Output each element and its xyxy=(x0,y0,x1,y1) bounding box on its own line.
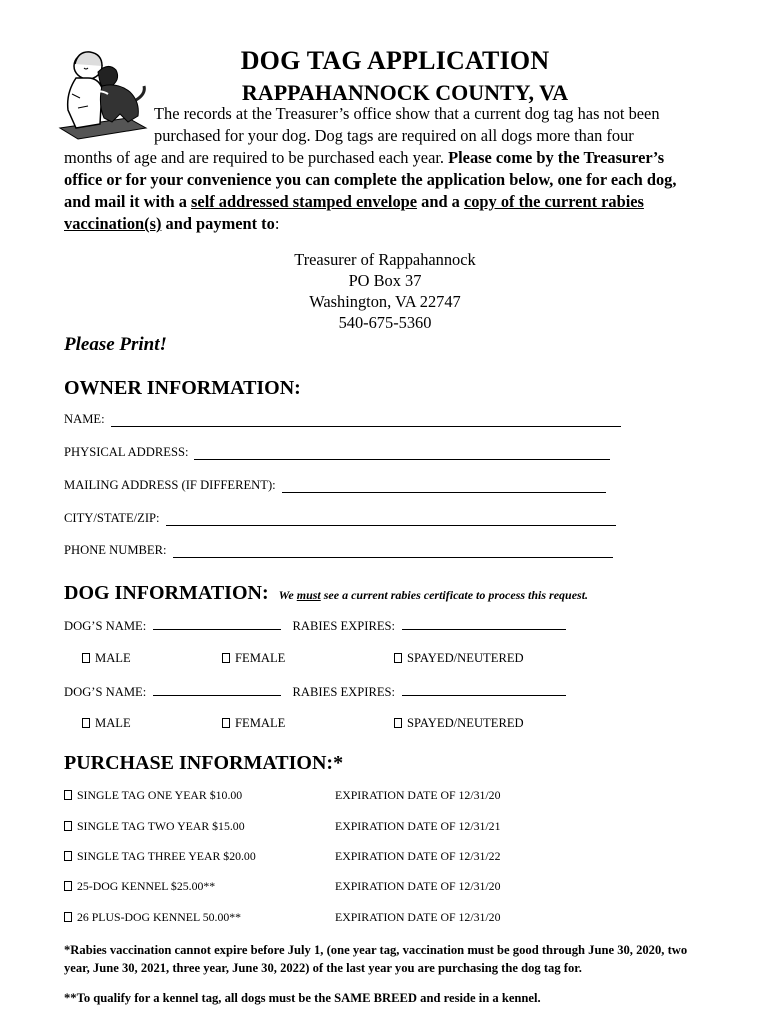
page-title: DOG TAG APPLICATION xyxy=(240,46,550,75)
dog-1-spayed-option[interactable] xyxy=(394,651,524,666)
female-label: FEMALE xyxy=(235,716,286,730)
purchase-label: 25-DOG KENNEL $25.00** xyxy=(77,879,216,893)
mailing-address xyxy=(0,249,770,333)
expiration-1: EXPIRATION DATE OF 12/31/20 xyxy=(335,788,501,802)
mailing-address-field xyxy=(64,478,606,493)
owner-information-heading: OWNER INFORMATION: xyxy=(64,377,301,399)
purchase-option-1[interactable] xyxy=(64,788,242,803)
dog-1-name-label: DOG’S NAME: xyxy=(64,619,147,633)
dog-1-rabies-label: RABIES EXPIRES: xyxy=(292,619,396,633)
checkbox-icon[interactable] xyxy=(394,653,402,663)
intro-bold-b: and a xyxy=(417,192,464,211)
city-state-zip-field xyxy=(64,511,616,526)
intro-line-2: purchased for your dog. Dog tags are required on all dogs more than four xyxy=(154,126,634,145)
address-line-3: Washington, VA 22747 xyxy=(309,292,461,311)
please-print-note: Please Print! xyxy=(64,334,167,355)
dog-2-rabies-label: RABIES EXPIRES: xyxy=(292,685,396,699)
physical-address-field xyxy=(64,445,610,460)
address-line-1: Treasurer of Rappahannock xyxy=(294,250,476,269)
dog-2-rabies-input-line[interactable] xyxy=(402,683,566,696)
address-phone: 540-675-5360 xyxy=(338,313,432,332)
expiration-2: EXPIRATION DATE OF 12/31/21 xyxy=(335,819,501,833)
note-pre: We xyxy=(278,588,297,602)
page-subtitle: RAPPAHANNOCK COUNTY, VA xyxy=(241,80,569,105)
dog-1-rabies-input-line[interactable] xyxy=(402,617,566,630)
checkbox-icon[interactable] xyxy=(64,790,72,800)
intro-bold-c: and payment to xyxy=(161,214,275,233)
dog-2-name-input-line[interactable] xyxy=(153,683,281,696)
checkbox-icon[interactable] xyxy=(64,851,72,861)
physical-address-input-line[interactable] xyxy=(194,446,610,460)
purchase-option-3[interactable] xyxy=(64,849,256,864)
checkbox-icon[interactable] xyxy=(82,718,90,728)
note-must: must xyxy=(296,588,321,602)
dog-1-female-option[interactable] xyxy=(222,651,285,666)
dog-information-heading: DOG INFORMATION: xyxy=(64,582,269,604)
purchase-option-4[interactable] xyxy=(64,879,215,894)
dog-information-header xyxy=(64,582,588,605)
female-label: FEMALE xyxy=(235,651,286,665)
expiration-5: EXPIRATION DATE OF 12/31/20 xyxy=(335,910,501,924)
checkbox-icon[interactable] xyxy=(222,718,230,728)
address-line-2: PO Box 37 xyxy=(348,271,422,290)
spayed-label: SPAYED/NEUTERED xyxy=(407,716,524,730)
dog-2-female-option[interactable] xyxy=(222,716,285,731)
checkbox-icon[interactable] xyxy=(394,718,402,728)
city-state-zip-input-line[interactable] xyxy=(166,512,616,526)
expiration-4: EXPIRATION DATE OF 12/31/20 xyxy=(335,879,501,893)
spayed-label: SPAYED/NEUTERED xyxy=(407,651,524,665)
expiration-3: EXPIRATION DATE OF 12/31/22 xyxy=(335,849,501,863)
phone-number-input-line[interactable] xyxy=(173,544,613,558)
purchase-label: SINGLE TAG ONE YEAR $10.00 xyxy=(77,788,243,802)
intro-paragraph xyxy=(64,103,704,235)
kennel-footnote: **To qualify for a kennel tag, all dogs must be the SAME BREED and reside in a kennel. xyxy=(64,991,541,1005)
dog-2-spayed-option[interactable] xyxy=(394,716,524,731)
purchase-option-2[interactable] xyxy=(64,819,245,834)
checkbox-icon[interactable] xyxy=(64,912,72,922)
owner-name-label: NAME: xyxy=(64,412,105,426)
purchase-label: SINGLE TAG THREE YEAR $20.00 xyxy=(77,849,256,863)
intro-underline-rabies: copy of the current rabies vaccination(s) xyxy=(64,192,644,233)
rabies-footnote: *Rabies vaccination cannot expire before July 1, (one year tag, vaccination must be good through June 30, 2020, two year, June 30, 2021, three year, June 30, 2022) of the last year you are purchasing the dog tag for. xyxy=(64,943,688,975)
intro-line-3: months of age and are required to be purchased each year. xyxy=(64,148,449,167)
intro-bold-a: Please come by the Treasurer’s office or for your convenience you can complete the application below, one for each dog, and mail it with a xyxy=(64,148,677,211)
purchase-label: SINGLE TAG TWO YEAR $15.00 xyxy=(77,819,245,833)
mailing-address-label: MAILING ADDRESS (IF DIFFERENT): xyxy=(64,478,276,492)
city-state-zip-label: CITY/STATE/ZIP: xyxy=(64,511,160,525)
owner-name-field xyxy=(64,412,621,427)
dog-1-row xyxy=(64,617,566,634)
male-label: MALE xyxy=(95,651,131,665)
male-label: MALE xyxy=(95,716,131,730)
intro-colon: : xyxy=(274,214,280,233)
purchase-label: 26 PLUS-DOG KENNEL 50.00** xyxy=(77,910,242,924)
dog-2-row xyxy=(64,683,566,700)
phone-number-label: PHONE NUMBER: xyxy=(64,543,167,557)
dog-1-name-input-line[interactable] xyxy=(153,617,281,630)
dog-2-male-option[interactable] xyxy=(82,716,131,731)
purchase-information-heading: PURCHASE INFORMATION:* xyxy=(64,752,344,774)
purchase-option-5[interactable] xyxy=(64,910,241,925)
mailing-address-input-line[interactable] xyxy=(282,479,606,493)
owner-name-input-line[interactable] xyxy=(111,413,621,427)
dog-2-name-label: DOG’S NAME: xyxy=(64,685,147,699)
intro-line-1: The records at the Treasurer’s office show that a current dog tag has not been xyxy=(154,104,660,123)
checkbox-icon[interactable] xyxy=(222,653,230,663)
note-post: see a current rabies certificate to process this request. xyxy=(320,588,589,602)
physical-address-label: PHYSICAL ADDRESS: xyxy=(64,445,189,459)
intro-underline-envelope: self addressed stamped envelope xyxy=(191,192,418,211)
checkbox-icon[interactable] xyxy=(64,881,72,891)
rabies-certificate-note xyxy=(279,588,588,602)
phone-number-field xyxy=(64,543,613,558)
dog-1-male-option[interactable] xyxy=(82,651,131,666)
checkbox-icon[interactable] xyxy=(64,821,72,831)
checkbox-icon[interactable] xyxy=(82,653,90,663)
